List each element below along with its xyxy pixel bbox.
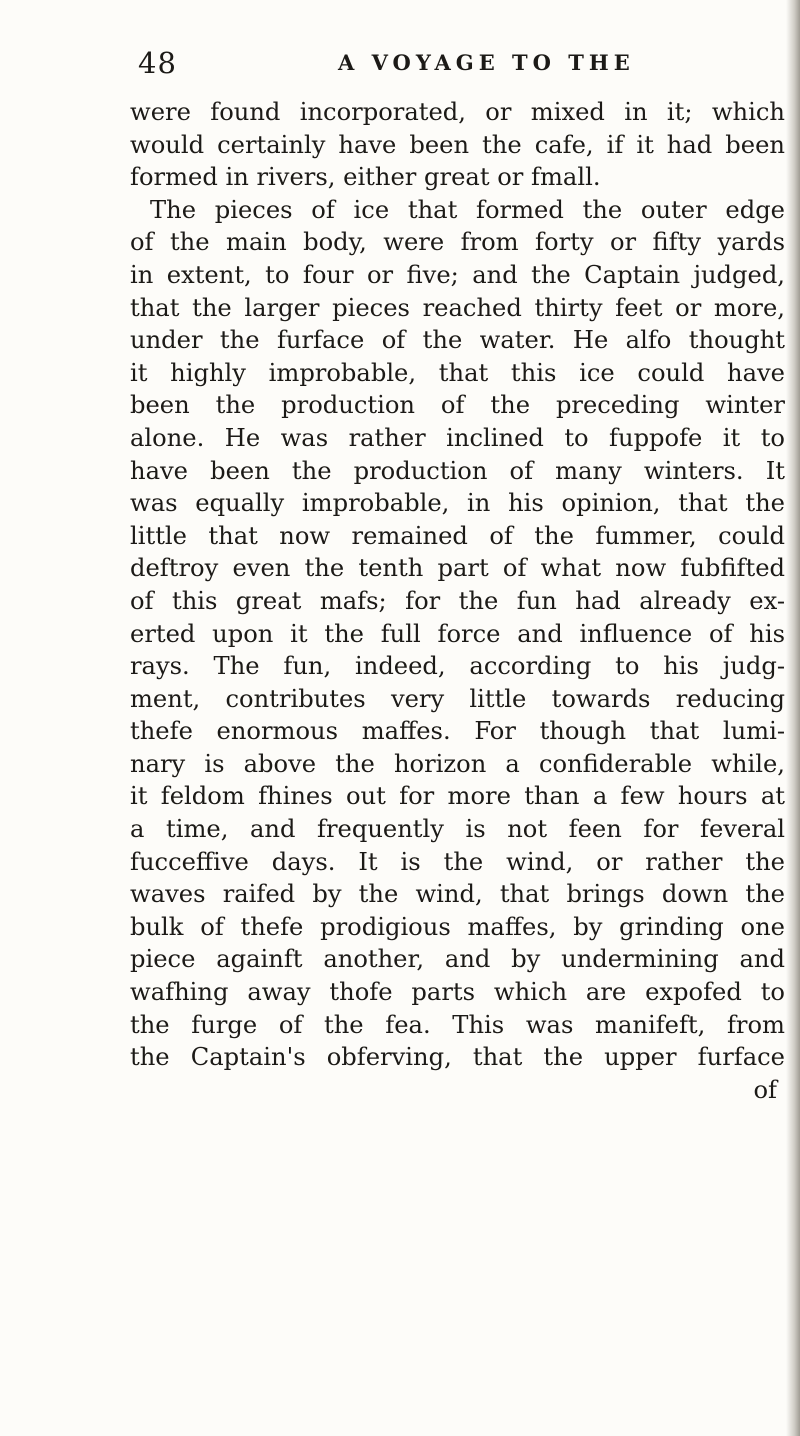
text-line: were found incorporated, or mixed in it; which: [130, 98, 785, 126]
text-line: little that now remained of the fummer, could: [130, 521, 785, 550]
body-text: [130, 96, 785, 1106]
running-header: [138, 46, 758, 86]
text-line: have been the production of many winters. It: [130, 456, 785, 485]
text-line: in extent, to four or five; and the Captain judged,: [130, 260, 785, 289]
text-line: ment, contributes very little towards reducing: [130, 684, 785, 713]
text-line: under the furface of the water. He alfo thought: [130, 326, 785, 355]
text-line: deftroy even the tenth part of what now fubfifted: [130, 554, 785, 583]
running-title: A VOYAGE TO THE: [338, 50, 635, 75]
text-line: nary is above the horizon a confiderable while,: [130, 749, 785, 778]
text-line: formed in rivers, either great or fmall.: [130, 163, 601, 192]
text-line: fucceffive days. It is the wind, or rather the: [130, 847, 785, 876]
text-line: was equally improbable, in his opinion, that the: [130, 489, 785, 518]
text-line: been the production of the preceding winter: [130, 391, 785, 420]
text-line: piece againft another, and by undermining and: [130, 945, 785, 974]
text-line: it highly improbable, that this ice could have: [130, 358, 785, 387]
page-edge-shadow: [786, 0, 800, 1436]
text-line: waves raifed by the wind, that brings down the: [130, 880, 785, 909]
text-line: The pieces of ice that formed the outer edge: [150, 195, 785, 224]
text-line: alone. He was rather inclined to fuppofe it to: [130, 423, 785, 452]
page-number: 48: [138, 46, 177, 80]
text-line: the Captain's obferving, that the upper furface: [130, 1043, 785, 1072]
text-line: the furge of the fea. This was manifeft, from: [130, 1010, 785, 1039]
text-line: erted upon it the full force and influence of his: [130, 619, 785, 648]
text-line: thefe enormous maffes. For though that lumi-: [130, 717, 785, 746]
text-line: would certainly have been the cafe, if it had been: [130, 130, 785, 159]
text-line: of the main body, were from forty or fifty yards: [130, 228, 785, 257]
text-line: of this great mafs; for the fun had already ex-: [130, 586, 785, 615]
text-line: bulk of thefe prodigious maffes, by grinding one: [130, 912, 785, 941]
catchword: of: [753, 1075, 777, 1104]
text-line: rays. The fun, indeed, according to his judg-: [130, 652, 785, 681]
text-line: wafhing away thofe parts which are expofed to: [130, 978, 785, 1007]
text-line: a time, and frequently is not feen for feveral: [130, 815, 785, 844]
text-line: it feldom fhines out for more than a few hours at: [130, 782, 785, 811]
text-line: that the larger pieces reached thirty feet or more,: [130, 293, 785, 322]
